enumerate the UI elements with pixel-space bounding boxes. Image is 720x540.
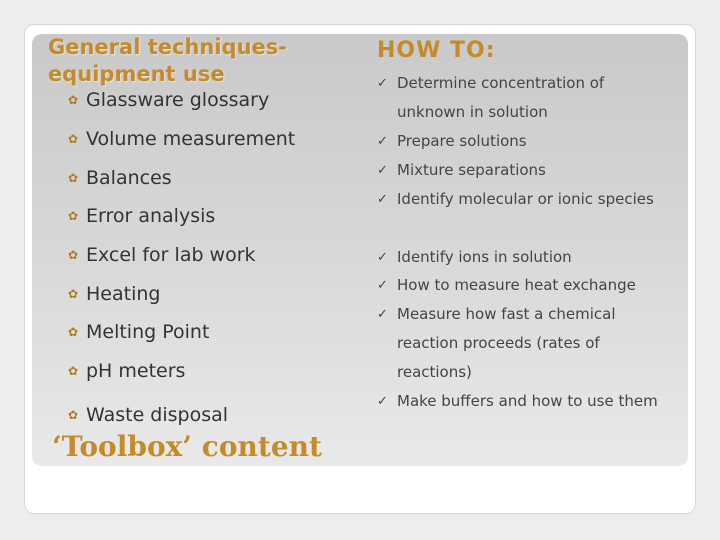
ornament-bullet-icon: ✿ bbox=[68, 171, 79, 185]
list-item bbox=[377, 156, 677, 185]
list-item bbox=[377, 127, 677, 156]
list-item-label: How to measure heat exchange bbox=[397, 276, 636, 294]
ornament-bullet-icon: ✿ bbox=[68, 364, 79, 378]
list-item bbox=[377, 387, 677, 416]
list-item-label: Excel for lab work bbox=[86, 244, 256, 266]
list-item-label: Balances bbox=[86, 167, 172, 189]
list-item-label: Measure how fast a chemical reaction proceeds (rates of reactions) bbox=[397, 305, 616, 381]
list-item bbox=[68, 89, 269, 111]
ornament-bullet-icon: ✿ bbox=[68, 408, 79, 422]
list-item-label: Prepare solutions bbox=[397, 132, 527, 150]
list-item-label: Identify molecular or ionic species bbox=[397, 190, 654, 208]
list-item bbox=[68, 167, 172, 189]
list-item-label: Volume measurement bbox=[86, 128, 296, 150]
left-title-line1: General techniques- bbox=[48, 35, 287, 59]
checkmark-icon: ✓ bbox=[377, 307, 388, 322]
left-title bbox=[48, 34, 338, 88]
checkmark-icon: ✓ bbox=[377, 76, 388, 91]
list-item bbox=[377, 271, 677, 300]
checkmark-icon: ✓ bbox=[377, 163, 388, 178]
list-item-label: Identify ions in solution bbox=[397, 248, 572, 266]
list-item bbox=[377, 243, 677, 272]
list-item-label: Melting Point bbox=[86, 321, 210, 343]
list-item bbox=[68, 321, 209, 343]
list-item bbox=[68, 244, 256, 266]
list-item-label: Determine concentration of unknown in solution bbox=[397, 74, 605, 121]
list-item bbox=[68, 404, 228, 426]
ornament-bullet-icon: ✿ bbox=[68, 248, 79, 262]
ornament-bullet-icon: ✿ bbox=[68, 325, 79, 339]
list-item bbox=[68, 205, 215, 227]
checkmark-icon: ✓ bbox=[377, 134, 388, 149]
checkmark-icon: ✓ bbox=[377, 278, 388, 293]
list-item-label: Make buffers and how to use them bbox=[397, 392, 658, 410]
list-item-label: Waste disposal bbox=[86, 404, 229, 426]
list-item bbox=[377, 300, 677, 387]
checkmark-icon: ✓ bbox=[377, 394, 388, 409]
list-item-label: pH meters bbox=[86, 360, 186, 382]
checkmark-icon: ✓ bbox=[377, 250, 388, 265]
list-item-label: Mixture separations bbox=[397, 161, 546, 179]
list-item bbox=[68, 360, 185, 382]
list-item bbox=[68, 128, 295, 150]
list-item-label: Glassware glossary bbox=[86, 89, 270, 111]
ornament-bullet-icon: ✿ bbox=[68, 209, 79, 223]
left-title-line2: equipment use bbox=[48, 62, 225, 86]
checkmark-icon: ✓ bbox=[377, 192, 388, 207]
ornament-bullet-icon: ✿ bbox=[68, 132, 79, 146]
ornament-bullet-icon: ✿ bbox=[68, 93, 79, 107]
list-item bbox=[68, 283, 160, 305]
list-item bbox=[377, 185, 677, 214]
list-item bbox=[377, 69, 677, 127]
ornament-bullet-icon: ✿ bbox=[68, 287, 79, 301]
how-to-title: HOW TO: bbox=[377, 38, 496, 63]
list-item-label: Heating bbox=[86, 283, 161, 305]
toolbox-content-caption: ‘Toolbox’ content bbox=[52, 430, 322, 463]
list-item-label: Error analysis bbox=[86, 205, 216, 227]
